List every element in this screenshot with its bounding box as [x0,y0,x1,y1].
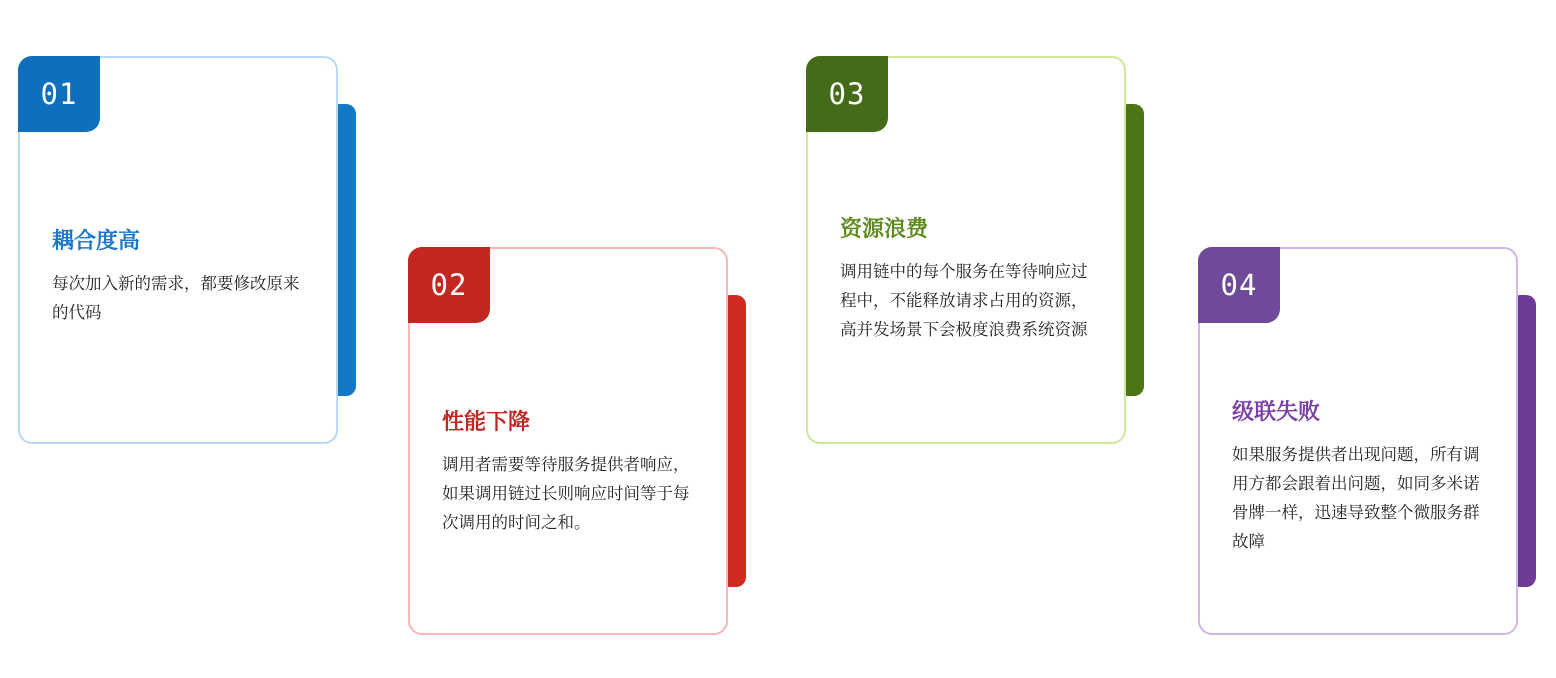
card-number-badge: 04 [1198,247,1280,323]
card-title: 性能下降 [442,409,531,434]
card-content [1232,399,1488,557]
info-card-01 [18,56,338,444]
card-description: 调用链中的每个服务在等待响应过程中，不能释放请求占用的资源，高并发场景下会极度浪费系统资源 [840,263,1088,340]
card-content [52,228,308,328]
info-card-02 [408,247,728,635]
info-card-04 [1198,247,1518,635]
card-description: 每次加入新的需求，都要修改原来的代码 [52,275,300,323]
card-content [442,409,698,538]
card-content [840,216,1096,345]
info-card-03 [806,56,1126,444]
card-description: 调用者需要等待服务提供者响应，如果调用链过长则响应时间等于每次调用的时间之和。 [442,456,690,533]
card-description: 如果服务提供者出现问题，所有调用方都会跟着出问题，如同多米诺骨牌一样，迅速导致整个微服务群故障 [1232,446,1480,552]
card-title: 资源浪费 [840,216,929,241]
card-number-badge: 01 [18,56,100,132]
card-number-badge: 02 [408,247,490,323]
card-number-badge: 03 [806,56,888,132]
card-title: 耦合度高 [52,228,141,253]
card-title: 级联失败 [1232,399,1321,424]
